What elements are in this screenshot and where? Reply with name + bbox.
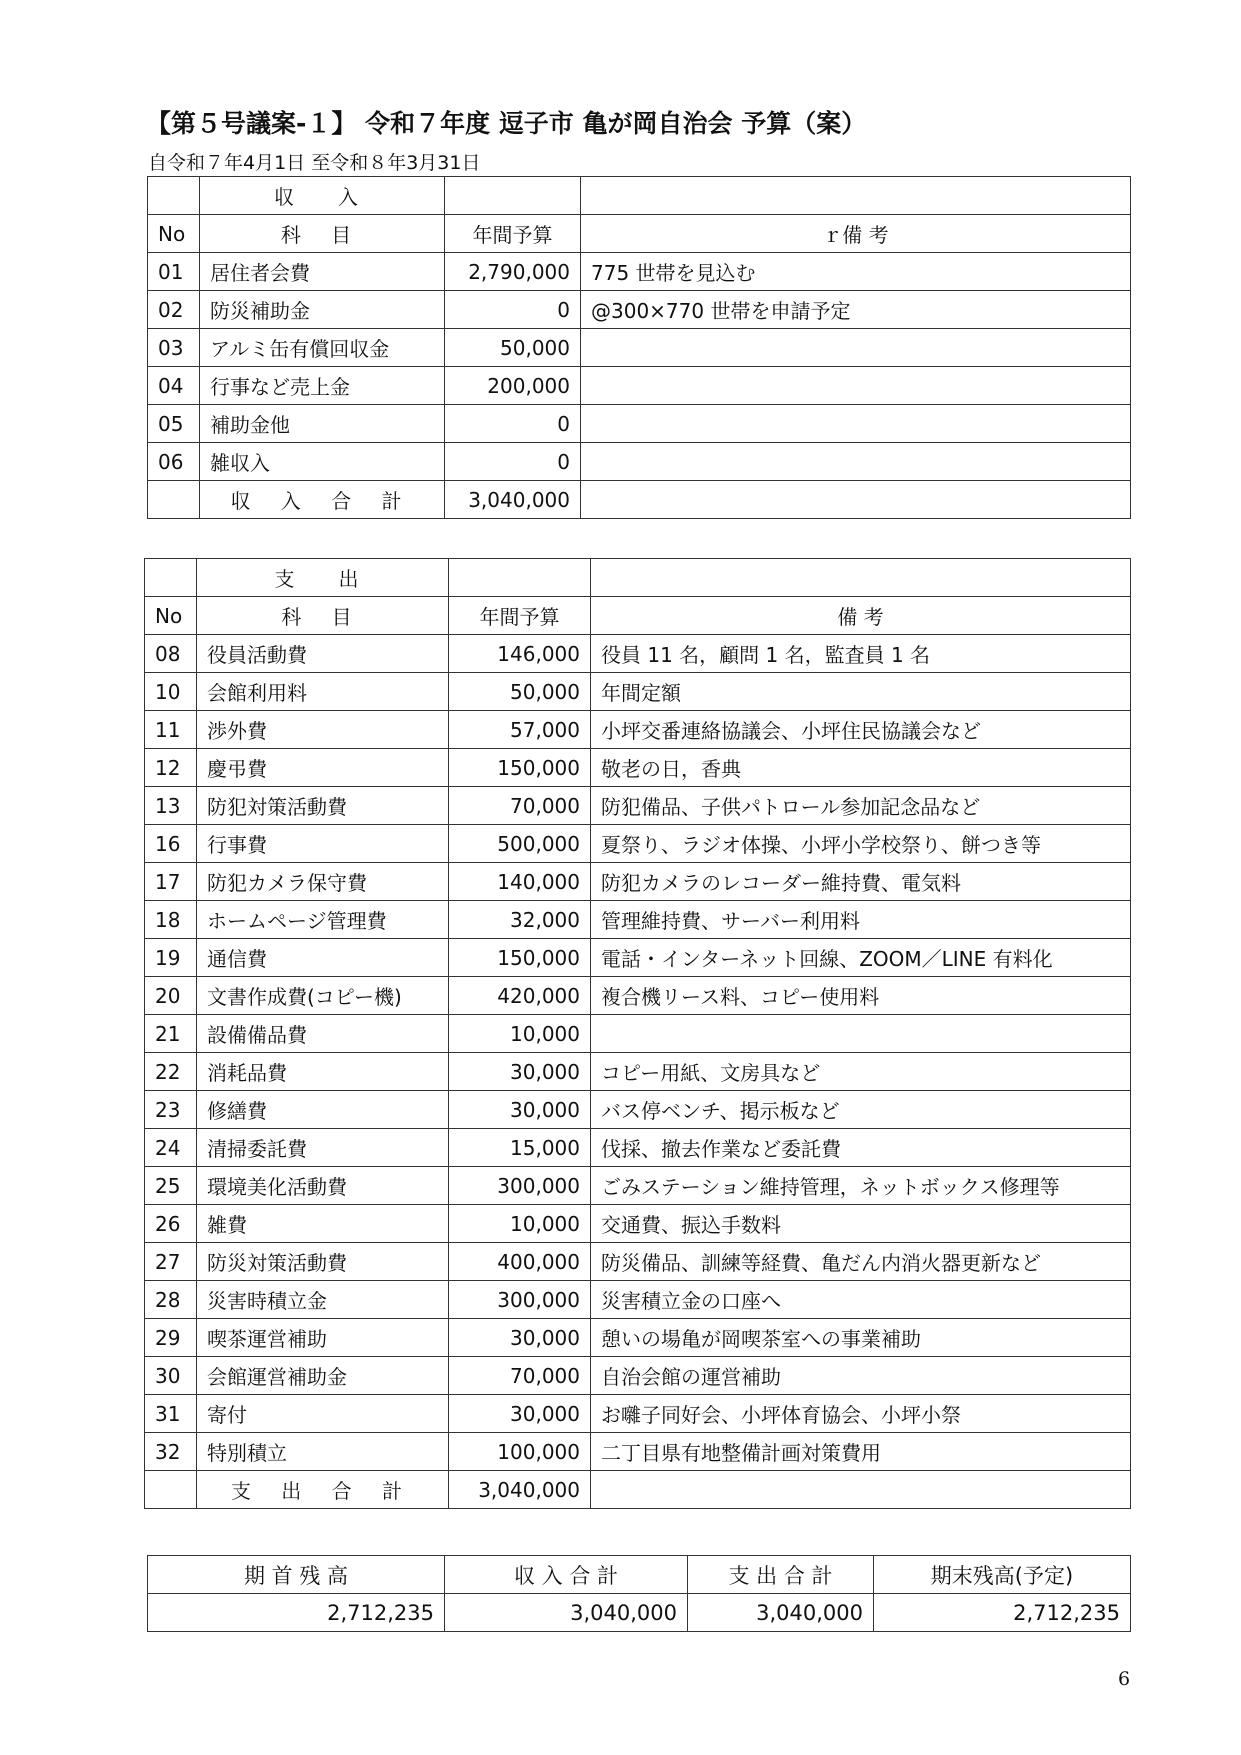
- row-no: 24: [145, 1129, 197, 1167]
- table-row: [145, 1167, 1131, 1205]
- row-no: 27: [145, 1243, 197, 1281]
- row-note: 小坪交番連絡協議会、小坪住民協議会など: [591, 711, 1131, 749]
- table-row: [145, 863, 1131, 901]
- row-amount: 30,000: [449, 1319, 591, 1357]
- table-row: [145, 749, 1131, 787]
- row-item: 環境美化活動費: [197, 1167, 449, 1205]
- row-item: 設備備品費: [197, 1015, 449, 1053]
- row-amount: 100,000: [449, 1433, 591, 1471]
- row-item: 防犯対策活動費: [197, 787, 449, 825]
- row-item: 修繕費: [197, 1091, 449, 1129]
- row-no: 08: [145, 635, 197, 673]
- table-row: [148, 443, 1131, 481]
- summary-header-opening: 期 首 残 高: [148, 1556, 445, 1594]
- row-item: 災害時積立金: [197, 1281, 449, 1319]
- page-number: 6: [1118, 1668, 1131, 1690]
- row-note: 自治会館の運営補助: [591, 1357, 1131, 1395]
- row-amount: 70,000: [449, 1357, 591, 1395]
- row-item: 会館利用料: [197, 673, 449, 711]
- table-row: [145, 673, 1131, 711]
- row-no: 30: [145, 1357, 197, 1395]
- row-no: 06: [148, 443, 200, 481]
- row-item: 喫茶運営補助: [197, 1319, 449, 1357]
- summary-closing-balance: 2,712,235: [874, 1594, 1131, 1632]
- row-note: お囃子同好会、小坪体育協会、小坪小祭: [591, 1395, 1131, 1433]
- row-no: 02: [148, 291, 200, 329]
- row-no: 31: [145, 1395, 197, 1433]
- table-row: [145, 901, 1131, 939]
- row-item: 雑費: [197, 1205, 449, 1243]
- table-row: [148, 253, 1131, 291]
- summary-income-total: 3,040,000: [445, 1594, 688, 1632]
- table-row: [145, 1091, 1131, 1129]
- expense-section-label: 支 出: [197, 559, 449, 597]
- row-note: @300×770 世帯を申請予定: [581, 291, 1131, 329]
- table-row: [145, 939, 1131, 977]
- fiscal-period: 自令和７年4月1日 至令和８年3月31日: [148, 152, 481, 174]
- row-amount: 0: [445, 291, 581, 329]
- summary-value-row: [148, 1594, 1131, 1632]
- row-item: 通信費: [197, 939, 449, 977]
- row-note: [591, 1015, 1131, 1053]
- row-no: 10: [145, 673, 197, 711]
- row-amount: 140,000: [449, 863, 591, 901]
- row-amount: 2,790,000: [445, 253, 581, 291]
- row-note: バス停ベンチ、掲示板など: [591, 1091, 1131, 1129]
- row-amount: 30,000: [449, 1395, 591, 1433]
- row-note: 災害積立金の口座へ: [591, 1281, 1131, 1319]
- income-section-label: 収 入: [200, 177, 445, 215]
- income-table: [147, 176, 1131, 519]
- table-row: [145, 1433, 1131, 1471]
- table-row: [148, 367, 1131, 405]
- row-no: 13: [145, 787, 197, 825]
- row-amount: 15,000: [449, 1129, 591, 1167]
- row-item: 消耗品費: [197, 1053, 449, 1091]
- row-item: 補助金他: [200, 405, 445, 443]
- row-no: 03: [148, 329, 200, 367]
- row-item: 行事など売上金: [200, 367, 445, 405]
- header-budget: 年間予算: [449, 597, 591, 635]
- header-note: 備 考: [591, 597, 1131, 635]
- row-amount: 50,000: [449, 673, 591, 711]
- row-amount: 57,000: [449, 711, 591, 749]
- row-no: 22: [145, 1053, 197, 1091]
- row-item: 防災対策活動費: [197, 1243, 449, 1281]
- row-no: 16: [145, 825, 197, 863]
- table-row: [145, 711, 1131, 749]
- row-no: 05: [148, 405, 200, 443]
- row-amount: 400,000: [449, 1243, 591, 1281]
- row-note: 防災備品、訓練等経費、亀だん内消火器更新など: [591, 1243, 1131, 1281]
- summary-header-closing: 期末残高(予定): [874, 1556, 1131, 1594]
- row-item: 役員活動費: [197, 635, 449, 673]
- row-note: 複合機リース料、コピー使用料: [591, 977, 1131, 1015]
- income-total-amount: 3,040,000: [445, 481, 581, 519]
- row-amount: 200,000: [445, 367, 581, 405]
- expense-section-row: [145, 559, 1131, 597]
- expense-total-amount: 3,040,000: [449, 1471, 591, 1509]
- row-note: 電話・インターネット回線、ZOOM／LINE 有料化: [591, 939, 1131, 977]
- row-no: 25: [145, 1167, 197, 1205]
- header-no: No: [148, 215, 200, 253]
- row-item: 行事費: [197, 825, 449, 863]
- row-no: 18: [145, 901, 197, 939]
- row-no: 26: [145, 1205, 197, 1243]
- row-amount: 30,000: [449, 1053, 591, 1091]
- income-header-row: [148, 215, 1131, 253]
- summary-header-row: [148, 1556, 1131, 1594]
- table-row: [145, 977, 1131, 1015]
- row-item: 防災補助金: [200, 291, 445, 329]
- row-no: 12: [145, 749, 197, 787]
- row-amount: 30,000: [449, 1091, 591, 1129]
- row-note: [581, 405, 1131, 443]
- table-row: [145, 1053, 1131, 1091]
- row-no: 19: [145, 939, 197, 977]
- row-item: 防犯カメラ保守費: [197, 863, 449, 901]
- summary-expense-total: 3,040,000: [688, 1594, 874, 1632]
- row-amount: 0: [445, 405, 581, 443]
- table-row: [145, 635, 1131, 673]
- header-item: 科 目: [200, 215, 445, 253]
- row-no: 29: [145, 1319, 197, 1357]
- row-amount: 150,000: [449, 939, 591, 977]
- row-no: 21: [145, 1015, 197, 1053]
- row-item: 慶弔費: [197, 749, 449, 787]
- row-amount: 0: [445, 443, 581, 481]
- table-row: [145, 825, 1131, 863]
- row-no: 11: [145, 711, 197, 749]
- summary-header-income: 収 入 合 計: [445, 1556, 688, 1594]
- row-no: 32: [145, 1433, 197, 1471]
- expense-table: [144, 558, 1131, 1509]
- row-item: ホームページ管理費: [197, 901, 449, 939]
- expense-total-row: [145, 1471, 1131, 1509]
- expense-header-row: [145, 597, 1131, 635]
- table-row: [145, 1319, 1131, 1357]
- row-item: 寄付: [197, 1395, 449, 1433]
- row-note: 年間定額: [591, 673, 1131, 711]
- row-note: [581, 443, 1131, 481]
- income-total-label: 収 入 合 計: [200, 481, 445, 519]
- row-no: 28: [145, 1281, 197, 1319]
- table-row: [148, 405, 1131, 443]
- income-section-row: [148, 177, 1131, 215]
- row-note: コピー用紙、文房具など: [591, 1053, 1131, 1091]
- row-item: 居住者会費: [200, 253, 445, 291]
- table-row: [145, 1357, 1131, 1395]
- row-note: 憩いの場亀が岡喫茶室への事業補助: [591, 1319, 1131, 1357]
- row-amount: 500,000: [449, 825, 591, 863]
- summary-opening-balance: 2,712,235: [148, 1594, 445, 1632]
- header-no: No: [145, 597, 197, 635]
- expense-total-label: 支 出 合 計: [197, 1471, 449, 1509]
- row-amount: 10,000: [449, 1205, 591, 1243]
- row-note: 二丁目県有地整備計画対策費用: [591, 1433, 1131, 1471]
- row-note: 775 世帯を見込む: [581, 253, 1131, 291]
- row-item: 雑収入: [200, 443, 445, 481]
- row-item: 会館運営補助金: [197, 1357, 449, 1395]
- table-row: [145, 1129, 1131, 1167]
- row-no: 17: [145, 863, 197, 901]
- row-amount: 32,000: [449, 901, 591, 939]
- table-row: [145, 1205, 1131, 1243]
- row-note: [581, 367, 1131, 405]
- table-row: [148, 291, 1131, 329]
- row-amount: 300,000: [449, 1281, 591, 1319]
- table-row: [148, 329, 1131, 367]
- table-row: [145, 1015, 1131, 1053]
- table-row: [145, 787, 1131, 825]
- row-note: 伐採、撤去作業など委託費: [591, 1129, 1131, 1167]
- summary-header-expense: 支 出 合 計: [688, 1556, 874, 1594]
- row-note: 交通費、振込手数料: [591, 1205, 1131, 1243]
- row-note: ごみステーション維持管理，ネットボックス修理等: [591, 1167, 1131, 1205]
- row-item: 渉外費: [197, 711, 449, 749]
- balance-summary-table: [147, 1555, 1131, 1632]
- table-row: [145, 1243, 1131, 1281]
- row-amount: 150,000: [449, 749, 591, 787]
- row-note: 防犯カメラのレコーダー維持費、電気料: [591, 863, 1131, 901]
- row-item: アルミ缶有償回収金: [200, 329, 445, 367]
- row-item: 特別積立: [197, 1433, 449, 1471]
- row-note: 防犯備品、子供パトロール参加記念品など: [591, 787, 1131, 825]
- row-amount: 300,000: [449, 1167, 591, 1205]
- row-no: 23: [145, 1091, 197, 1129]
- row-note: [581, 329, 1131, 367]
- document-title: 【第５号議案-１】 令和７年度 逗子市 亀が岡自治会 予算（案）: [146, 109, 867, 138]
- table-row: [145, 1281, 1131, 1319]
- header-note: ｒ備 考: [581, 215, 1131, 253]
- row-amount: 146,000: [449, 635, 591, 673]
- row-no: 04: [148, 367, 200, 405]
- header-item: 科 目: [197, 597, 449, 635]
- row-item: 清掃委託費: [197, 1129, 449, 1167]
- row-item: 文書作成費(コピー機): [197, 977, 449, 1015]
- row-no: 01: [148, 253, 200, 291]
- row-no: 20: [145, 977, 197, 1015]
- row-note: 管理維持費、サーバー利用料: [591, 901, 1131, 939]
- row-note: 役員 11 名，顧問 1 名，監査員 1 名: [591, 635, 1131, 673]
- row-note: 夏祭り、ラジオ体操、小坪小学校祭り、餅つき等: [591, 825, 1131, 863]
- row-amount: 50,000: [445, 329, 581, 367]
- income-total-row: [148, 481, 1131, 519]
- row-note: 敬老の日，香典: [591, 749, 1131, 787]
- table-row: [145, 1395, 1131, 1433]
- row-amount: 10,000: [449, 1015, 591, 1053]
- header-budget: 年間予算: [445, 215, 581, 253]
- row-amount: 70,000: [449, 787, 591, 825]
- row-amount: 420,000: [449, 977, 591, 1015]
